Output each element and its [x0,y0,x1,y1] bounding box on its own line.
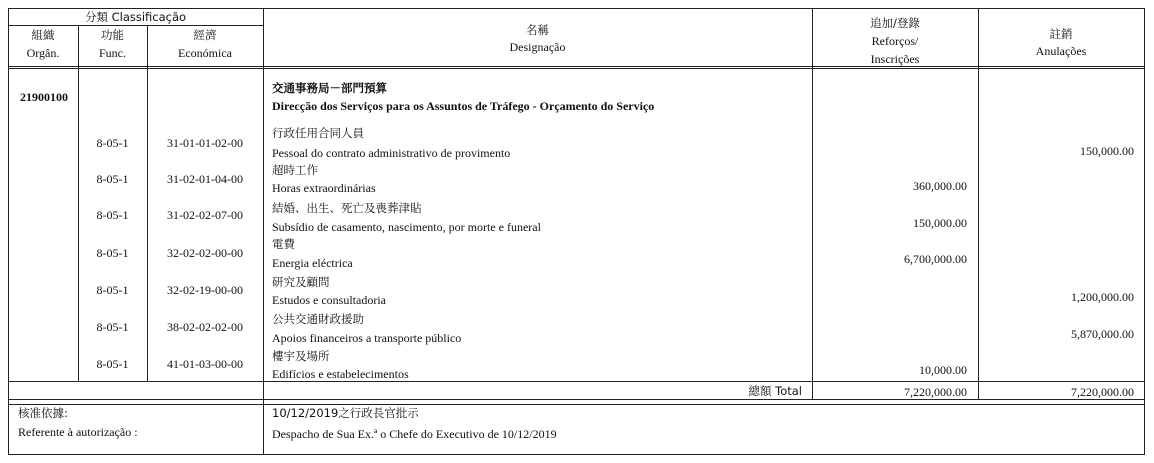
row-func: 8-05-1 [96,208,129,222]
total-top-line [8,381,1145,382]
row-reforcos: 6,700,000.00 [904,252,967,266]
organ-code: 21900100 [20,90,68,104]
footer-value-pt: Despacho de Sua Ex.ª o Chefe do Executivo de 10/12/2019 [272,427,557,441]
row-pt: Energia eléctrica [272,256,353,270]
header-organ-zh: 組織 [31,28,55,42]
row-zh: 樓宇及場所 [272,349,330,363]
total-reforcos: 7,220,000.00 [904,385,967,399]
header-func-pt: Func. [99,46,126,60]
border-left [8,8,9,454]
header-reforcos-zh: 追加/登錄 [870,16,920,30]
department-zh: 交通事務局－部門預算 [272,81,387,95]
row-zh: 研究及顧問 [272,275,330,289]
row-func: 8-05-1 [96,283,129,297]
row-pt: Edifícios e estabelecimentos [272,367,409,381]
footer-label-zh: 核准依據: [18,406,68,420]
border-bottom [8,454,1145,455]
header-anulacoes-pt: Anulações [1035,44,1087,58]
row-econ: 41-01-03-00-00 [167,357,243,371]
row-zh: 公共交通財政援助 [272,312,364,326]
total-label: 總額 Total [748,384,802,398]
row-econ: 31-02-01-04-00 [167,172,243,186]
row-anulacoes: 1,200,000.00 [1071,290,1134,304]
header-organ-pt: Orgân. [26,46,60,60]
footer-top-line [8,404,1145,405]
header-bottom-line-2 [8,68,1145,69]
row-anulacoes: 150,000.00 [1080,144,1134,158]
row-func: 8-05-1 [96,357,129,371]
header-sub-line [8,25,263,26]
col-line-3 [263,8,264,454]
row-pt: Horas extraordinárias [272,181,376,195]
row-reforcos: 150,000.00 [913,216,967,230]
col-line-4 [812,8,813,399]
row-econ: 31-02-02-07-00 [167,208,243,222]
total-bottom-line [8,399,1145,400]
row-pt: Apoios financeiros a transporte público [272,331,462,345]
row-anulacoes: 5,870,000.00 [1071,327,1134,341]
row-pt: Estudos e consultadoria [272,293,386,307]
header-classification: 分類 Classificação [84,10,187,24]
department-pt: Direcção dos Serviços para os Assuntos de Tráfego - Orçamento do Serviço [272,99,655,113]
header-designation-pt: Designação [509,40,566,54]
row-pt: Subsídio de casamento, nascimento, por morte e funeral [272,220,541,234]
header-reforcos-pt-1: Reforços/ [871,34,919,48]
row-func: 8-05-1 [96,172,129,186]
header-bottom-line [8,66,1145,67]
row-zh: 行政任用合同人員 [272,126,364,140]
row-func: 8-05-1 [96,136,129,150]
row-reforcos: 360,000.00 [913,179,967,193]
header-func-zh: 功能 [101,28,124,42]
header-econ-pt: Económica [178,46,232,60]
row-econ: 38-02-02-02-00 [167,320,243,334]
row-func: 8-05-1 [96,320,129,334]
row-zh: 結婚、出生、死亡及喪葬津貼 [272,201,422,215]
border-top [8,8,1145,9]
header-econ-zh: 經濟 [193,28,217,42]
row-pt: Pessoal do contrato administrativo de provimento [272,146,511,160]
footer-label-pt: Referente à autorização : [18,425,138,439]
row-zh: 超時工作 [272,163,318,177]
header-reforcos-pt-2: Inscrições [870,52,920,66]
row-econ: 32-02-02-00-00 [167,246,243,260]
row-econ: 32-02-19-00-00 [167,283,243,297]
footer-value-zh: 10/12/2019之行政長官批示 [272,406,419,420]
row-reforcos: 10,000.00 [919,363,967,377]
border-right [1144,8,1145,454]
header-anulacoes-zh: 註銷 [1049,27,1073,41]
row-zh: 電費 [272,237,295,251]
total-anulacoes: 7,220,000.00 [1071,385,1134,399]
header-designation-zh: 名稱 [526,23,549,37]
row-econ: 31-01-01-02-00 [167,136,243,150]
row-func: 8-05-1 [96,246,129,260]
budget-table [8,8,1145,454]
